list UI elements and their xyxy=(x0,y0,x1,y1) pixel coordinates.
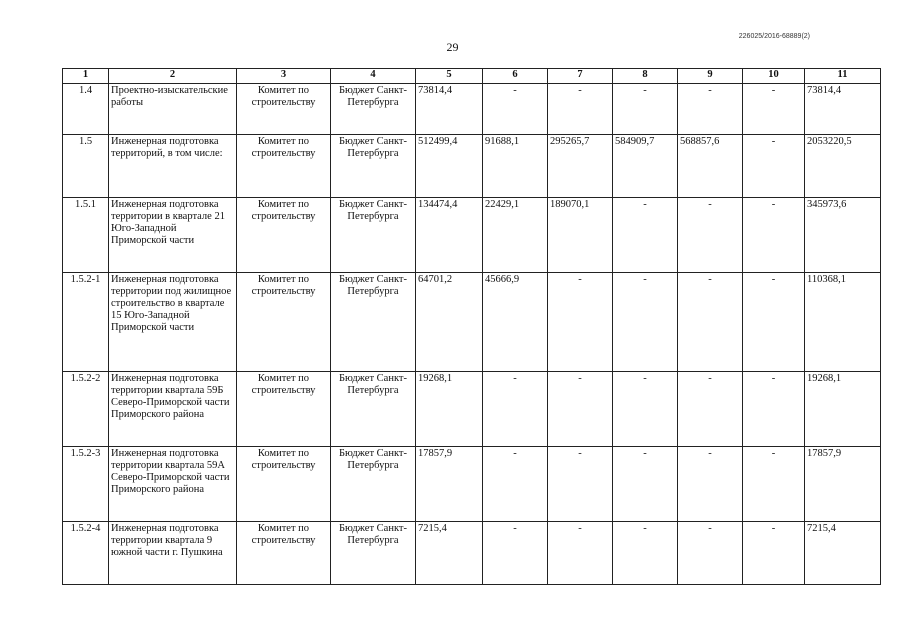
row-name: Инженерная подготовка территорий, в том числе: xyxy=(109,135,237,198)
row-value-10: - xyxy=(743,135,805,198)
row-number: 1.5.2-2 xyxy=(63,372,109,447)
column-header: 2 xyxy=(109,69,237,84)
document-code: 226025/2016-68889(2) xyxy=(738,33,810,40)
row-value-5: 19268,1 xyxy=(416,372,483,447)
row-executor: Комитет по строительству xyxy=(237,198,331,273)
row-value-6: 91688,1 xyxy=(483,135,548,198)
row-value-7: - xyxy=(548,372,613,447)
row-source: Бюджет Санкт-Петербурга xyxy=(331,522,416,585)
table-row xyxy=(63,273,881,372)
row-value-7: - xyxy=(548,273,613,372)
row-value-5: 134474,4 xyxy=(416,198,483,273)
row-value-8: - xyxy=(613,522,678,585)
row-value-5: 64701,2 xyxy=(416,273,483,372)
row-name: Инженерная подготовка территории квартала 59Б Северо-Приморской части Приморского района xyxy=(109,372,237,447)
row-value-8: - xyxy=(613,84,678,135)
page-number: 29 xyxy=(446,40,459,54)
row-value-9: - xyxy=(678,198,743,273)
row-number: 1.5.2-3 xyxy=(63,447,109,522)
row-value-10: - xyxy=(743,198,805,273)
row-value-9: 568857,6 xyxy=(678,135,743,198)
table-row xyxy=(63,135,881,198)
row-executor: Комитет по строительству xyxy=(237,273,331,372)
row-value-6: 22429,1 xyxy=(483,198,548,273)
table-row xyxy=(63,198,881,273)
row-total: 2053220,5 xyxy=(805,135,881,198)
row-source: Бюджет Санкт-Петербурга xyxy=(331,273,416,372)
row-value-5: 512499,4 xyxy=(416,135,483,198)
row-value-7: - xyxy=(548,447,613,522)
row-value-6: - xyxy=(483,84,548,135)
column-header: 6 xyxy=(483,69,548,84)
row-name: Инженерная подготовка территории квартала 9 южной части г. Пушкина xyxy=(109,522,237,585)
column-header: 3 xyxy=(237,69,331,84)
row-total: 19268,1 xyxy=(805,372,881,447)
column-header: 5 xyxy=(416,69,483,84)
row-value-7: 189070,1 xyxy=(548,198,613,273)
table-row xyxy=(63,84,881,135)
budget-table xyxy=(62,68,881,585)
row-value-5: 7215,4 xyxy=(416,522,483,585)
row-name: Инженерная подготовка территории в квартале 21 Юго-Западной Приморской части xyxy=(109,198,237,273)
row-value-6: - xyxy=(483,447,548,522)
column-header: 7 xyxy=(548,69,613,84)
row-value-8: - xyxy=(613,198,678,273)
table-row xyxy=(63,372,881,447)
row-total: 345973,6 xyxy=(805,198,881,273)
row-executor: Комитет по строительству xyxy=(237,522,331,585)
row-value-8: - xyxy=(613,447,678,522)
row-value-8: 584909,7 xyxy=(613,135,678,198)
row-value-7: - xyxy=(548,84,613,135)
table-row xyxy=(63,522,881,585)
row-total: 73814,4 xyxy=(805,84,881,135)
row-value-9: - xyxy=(678,522,743,585)
row-value-10: - xyxy=(743,84,805,135)
row-value-6: - xyxy=(483,522,548,585)
row-name: Инженерная подготовка территории под жилищное строительство в квартале 15 Юго-Западной Приморской части xyxy=(109,273,237,372)
row-value-7: - xyxy=(548,522,613,585)
row-source: Бюджет Санкт-Петербурга xyxy=(331,135,416,198)
column-header: 9 xyxy=(678,69,743,84)
row-executor: Комитет по строительству xyxy=(237,84,331,135)
row-number: 1.5.1 xyxy=(63,198,109,273)
row-value-10: - xyxy=(743,447,805,522)
column-header: 4 xyxy=(331,69,416,84)
row-value-8: - xyxy=(613,273,678,372)
column-header: 11 xyxy=(805,69,881,84)
table-row xyxy=(63,447,881,522)
row-value-5: 73814,4 xyxy=(416,84,483,135)
row-value-10: - xyxy=(743,273,805,372)
row-executor: Комитет по строительству xyxy=(237,372,331,447)
row-source: Бюджет Санкт-Петербурга xyxy=(331,84,416,135)
row-number: 1.5.2-4 xyxy=(63,522,109,585)
row-number: 1.5.2-1 xyxy=(63,273,109,372)
row-value-9: - xyxy=(678,372,743,447)
row-value-6: - xyxy=(483,372,548,447)
row-source: Бюджет Санкт-Петербурга xyxy=(331,372,416,447)
row-number: 1.5 xyxy=(63,135,109,198)
row-value-9: - xyxy=(678,273,743,372)
row-executor: Комитет по строительству xyxy=(237,135,331,198)
row-source: Бюджет Санкт-Петербурга xyxy=(331,447,416,522)
row-value-10: - xyxy=(743,372,805,447)
column-header: 10 xyxy=(743,69,805,84)
row-name: Проектно-изыскательские работы xyxy=(109,84,237,135)
row-value-6: 45666,9 xyxy=(483,273,548,372)
row-value-9: - xyxy=(678,447,743,522)
table-header-row xyxy=(63,69,881,84)
row-total: 110368,1 xyxy=(805,273,881,372)
row-value-9: - xyxy=(678,84,743,135)
row-source: Бюджет Санкт-Петербурга xyxy=(331,198,416,273)
row-value-7: 295265,7 xyxy=(548,135,613,198)
row-value-8: - xyxy=(613,372,678,447)
row-name: Инженерная подготовка территории квартала 59А Северо-Приморской части Приморского района xyxy=(109,447,237,522)
column-header: 8 xyxy=(613,69,678,84)
column-header: 1 xyxy=(63,69,109,84)
row-executor: Комитет по строительству xyxy=(237,447,331,522)
row-total: 17857,9 xyxy=(805,447,881,522)
row-value-10: - xyxy=(743,522,805,585)
row-total: 7215,4 xyxy=(805,522,881,585)
row-number: 1.4 xyxy=(63,84,109,135)
row-value-5: 17857,9 xyxy=(416,447,483,522)
